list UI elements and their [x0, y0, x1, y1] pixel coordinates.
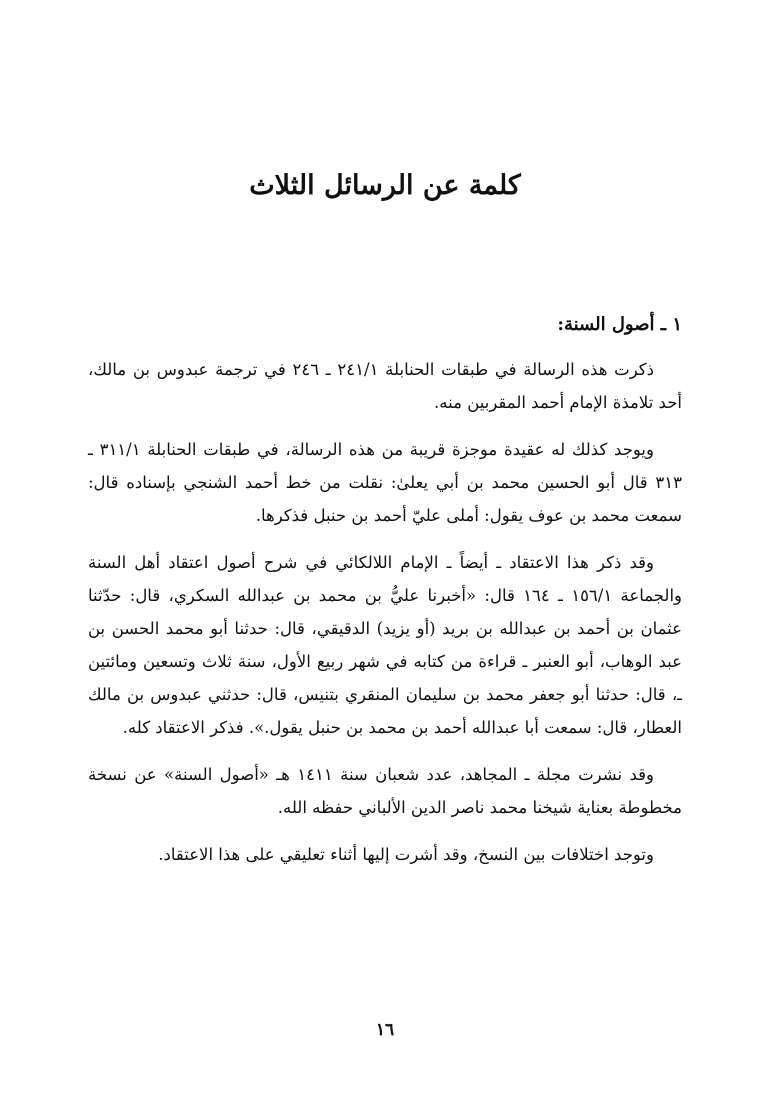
page-content: [88, 308, 682, 885]
paragraph-1: ذكرت هذه الرسالة في طبقات الحنابلة ٢٤١/١ ـ ٢٤٦ في ترجمة عبدوس بن مالك، أحد تلامذة الإمام أحمد المقربين منه.: [88, 360, 682, 412]
section-heading: ١ ـ أصول السنة:: [557, 314, 682, 335]
paragraph-2: ويوجد كذلك له عقيدة موجزة قريبة من هذه الرسالة، في طبقات الحنابلة ٣١١/١ ـ ٣١٣ قال أبو الحسين محمد بن أبي يعلىٰ: نقلت من خط أحمد الشنجي بإسناده قال: سمعت محمد بن عوف يقول: أملى عليّ أحمد بن حنبل فذكرها.: [88, 440, 682, 525]
paragraph-3: وقد ذكر هذا الاعتقاد ـ أيضاً ـ الإمام اللالكائي في شرح أصول اعتقاد أهل السنة والجماعة ١٥٦/١ ـ ١٦٤ قال: «أخبرنا عليُّ بن محمد بن عبدالله السكري، قال: حدّثنا عثمان بن أحمد بن عبدالله بن بريد (أو يزيد) الدقيقي، قال: حدثنا أبو محمد الحسن بن عبد الوهاب، أبو العنبر ـ قراءة من كتابه في شهر ربيع الأول، سنة ثلاث وتسعين ومائتين ـ، قال: حدثنا أبو جعفر محمد بن سليمان المنقري بتنيس، قال: حدثني عبدوس بن مالك العطار، قال: سمعت أبا عبدالله أحمد بن محمد بن حنبل يقول.». فذكر الاعتقاد كله.: [88, 553, 683, 737]
paragraph-4: وقد نشرت مجلة ـ المجاهد، عدد شعبان سنة ١٤١١ هـ «أصول السنة» عن نسخة مخطوطة بعناية شيخنا محمد ناصر الدين الألباني حفظه الله.: [88, 765, 682, 817]
page-number: ١٦: [375, 1020, 395, 1040]
paragraph-5: وتوجد اختلافات بين النسخ، وقد أشرت إليها أثناء تعليقي على هذا الاعتقاد.: [158, 845, 654, 864]
page-title: كلمة عن الرسائل الثلاث: [249, 170, 521, 201]
